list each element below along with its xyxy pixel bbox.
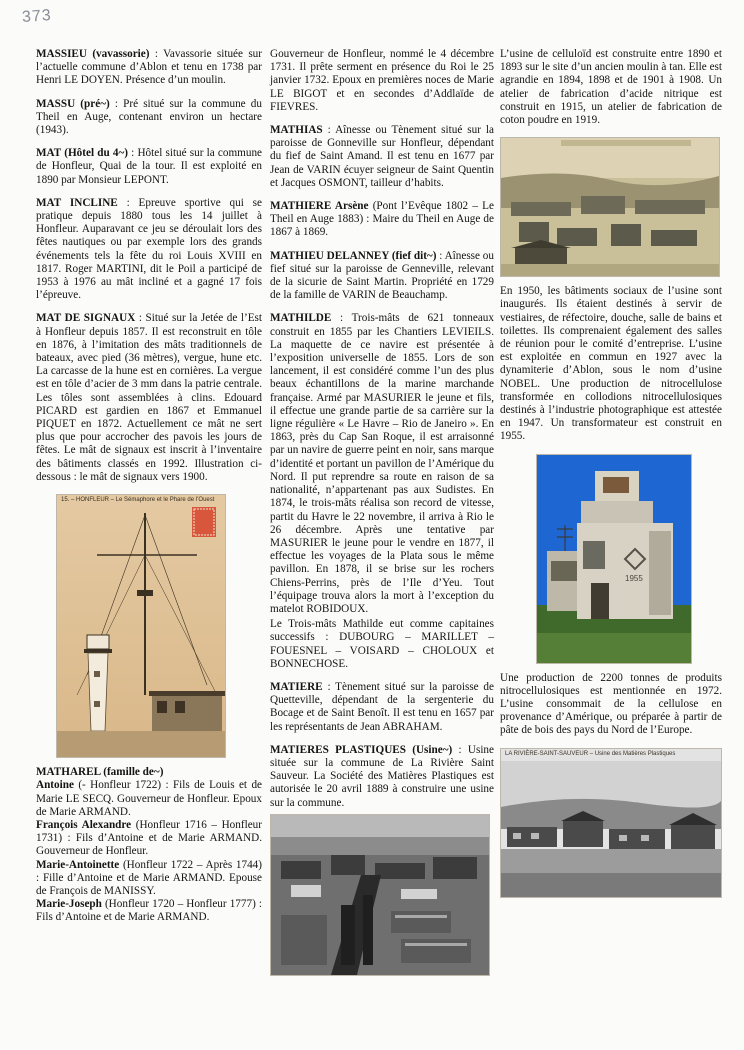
column-3 [500,48,722,906]
entry-massu: MASSU (pré~) : Pré situé sur la commune du Theil en Auge, contenant environ un hectare (1943). [36,97,262,137]
transformer-tower-photo [536,454,692,664]
tower-year-label: 1955 [625,573,643,583]
entry-mathilde: MATHILDE : Trois-mâts de 621 tonneaux construit en 1855 par les Chantiers LEVIEILS. La maquette de ce navire est présentée à l’exposition universelle de 1855. Lors de son lancement, il est considéré comme l’un des plus beaux échantillons de la marine marchande française. Armé par MASURIER le jeune et fils, il effectue une grande partie de sa carrière sur la ligne régulière « Le Havre – Rio de Janeiro ». En 1863, près du Cap San Roque, il est arraisonné par un navire de guerre peint en noir, sans marque d’identité et portant un pavillon de l’Amérique du Nord. Il put reprendre sa route en raison de sa nationalité, n’appartenant pas aux Sudistes. En 1874, le trois-mâts réalisa son record de vitesse, partit du Havre le 22 novembre, il arriva à Rio le 26 décembre. Après une tentative par MASURIER le jeune pour le vendre en 1877, il effectue les voyages de la Plata sous le même pavillon. En 1878, il se brise sur les rochers Chiens-Perrins, près de l’Ile d’Yeu. Tout l’équipage trouva alors la mort à l’exception du matelot ROBIDOUX. [270,312,494,615]
entry-usine-production: Une production de 2200 tonnes de produits nitrocellulosiques est mentionnée en 1972. L’usine consommait de la cellulose en provenance d’Amérique, ou préparée à partir de pâte de bois des pays du Nord de l’Europe. [500,671,722,737]
entry-mathieu-delanney: MATHIEU DELANNEY (fief dit~) : Aînesse ou fief situé sur la paroisse de Genneville, relevant de la sicurie de Saint Martin. Propriété en 1729 de la famille de VARIN de Beauchamp. [270,249,494,302]
entry-matieres-plastiques: MATIERES PLASTIQUES (Usine~) : Usine située sur la commune de La Rivière Saint Sauveur. La Société des Matières Plastiques est autorisée le 20 avril 1889 à construire une usine sur la commune. [270,743,494,809]
entry-usine-history: L’usine de celluloïd est construite entre 1890 et 1893 sur le site d’un ancien moulin à tan. Elle est agrandie en 1894, 1898 et de 1901 à 1908. Un atelier de fabrication d’acide nitrique est construit en 1915, un atelier de fabrication de coton poudre en 1919. [500,48,722,127]
column-1 [36,48,262,925]
transformer-tower-illustration [537,455,691,663]
plastics-factory-caption: LA RIVIÈRE-SAINT-SAUVEUR – Usine des Matières Plastiques [505,750,676,757]
lighthouse-postcard-caption: 15. – HONFLEUR – Le Sémaphore et le Phare de l’Ouest [61,497,215,504]
matharel-antoine: Antoine (- Honfleur 1722) : Fils de Louis et de Marie LE SECQ. Gouverneur de Honfleur. Epoux de Marie ARMAND. [36,779,262,818]
entry-mat-hotel: MAT (Hôtel du 4~) : Hôtel situé sur la commune de Honfleur, Quai de la tour. Il est exploité en 1890 par Monsieur LEPONT. [36,147,262,186]
lighthouse-illustration [57,495,225,757]
plastics-factory-postcard [500,748,722,898]
lighthouse-postcard-image [56,494,226,758]
column-2 [270,48,494,984]
matharel-francois: François Alexandre (Honfleur 1716 – Honfleur 1731) : Fils d’Antoine et de Marie ARMAND. Gouverneur de Honfleur. [36,818,262,858]
entry-matiere: MATIERE : Tènement situé sur la paroisse de Quetteville, dépendant de la sergenterie du Bocage et de Saint Benoît. Il est tenu en 1657 par les représentants de Jean ABRAHAM. [270,680,494,733]
entry-mathilde-captains: Le Trois-mâts Mathilde eut comme capitaines successifs : DUBOURG – MARILLET – FOUESNEL – VOISARD – CHOLOUX et BONNECHOSE. [270,618,494,670]
entry-mat-incline: MAT INCLINE : Epreuve sportive qui se pratique depuis 1880 tous les 14 juillet à Honfleur. Auparavant ce jeu se déroulait lors des fêtes nautiques ou par exemple lors des grands événements tels la fête du roi Louis XVIII en 1817. Roger MARTINI, dit le Poil a participé de 1953 à 1976 au mât incliné et a gagné 17 fois l’épreuve. [36,196,262,302]
page-number: 373 [21,6,53,27]
matharel-marie-joseph: Marie-Joseph (Honfleur 1720 – Honfleur 1777) : Fils d’Antoine et de Marie ARMAND. [36,898,262,924]
entry-usine-social: En 1950, les bâtiments sociaux de l’usine sont inaugurés. Ils étaient destinés à servir de vestiaires, de réfectoire, douche, salle de bains et toilettes. Ils comprenaient également des salles de réunion pour le comité d’entreprise. L’usine est exploitée en commun en 1927 avec la dynamiterie d’Ablon, sous le nom d’usine NOBEL. Une production de nitrocellulose transformée en collodions nitrocellulosiques destinés à l’industrie photographique est attestée en 1947. Un transformateur est construit en 1955. [500,285,722,443]
entry-massieu: MASSIEU (vavassorie) : Vavassorie située sur l’actuelle commune d’Ablon et tenu en 1738 par Henri LE DOYEN. Présence d’un moulin. [36,48,262,87]
factory-panorama-illustration [501,138,719,276]
entry-matharel: MATHAREL (famille de~) [36,766,164,779]
factory-panorama-photo [500,137,720,277]
plastics-factory-illustration [501,749,721,897]
entry-mathiere: MATHIERE Arsène (Pont l’Evêque 1802 – Le Theil en Auge 1883) : Maire du Theil en Auge de 1867 à 1869. [270,200,494,239]
entry-mathias: MATHIAS : Aînesse ou Tènement situé sur la paroisse de Gonneville sur Honfleur, dépendant du fief de Saint Amand. Il est tenu en 1677 par Jean de VARIN écuyer seigneur de Saint Quentin et Jacques OSMONT, tailleur d’habits. [270,124,494,189]
factory-aerial-photo [270,814,490,976]
matharel-marie-antoinette: Marie-Antoinette (Honfleur 1722 – Après 1744) : Fille d’Antoine et de Marie ARMAND. Epouse de François de MANISSY. [36,858,262,897]
factory-aerial-illustration [271,815,489,975]
entry-mat-signaux: MAT DE SIGNAUX : Situé sur la Jetée de l’Est à Honfleur depuis 1857. Il est reconstruit en tôle en 1876, à l’imitation des mâts traditionnels de bateaux, avec pied (36 mètres), vergue, hune etc. La carcasse de la hune est en cornières. La vergue est en tôle d’acier de 3 mm dans la patrie centrale. Les tôles sont assemblées à clins. Edouard PICARD est gardien en 1867 et Emmanuel PIQUET en 1872. Actuellement ce mât ne sert plus que pour accrocher des pavois les jours de fêtes. Le mât de signaux est inscrit à l’inventaire des bâtiments classés en 1992. Illustration ci-dessous : le mât de signaux vers 1900. [36,312,263,483]
entry-matharel-continued: Gouverneur de Honfleur, nommé le 4 décembre 1731. Il prête serment en présence du Roi le 25 janvier 1732. Epoux en premières noces de Marie LE BIGOT et en secondes d’Addlaïde de FIEVRES. [270,48,494,113]
